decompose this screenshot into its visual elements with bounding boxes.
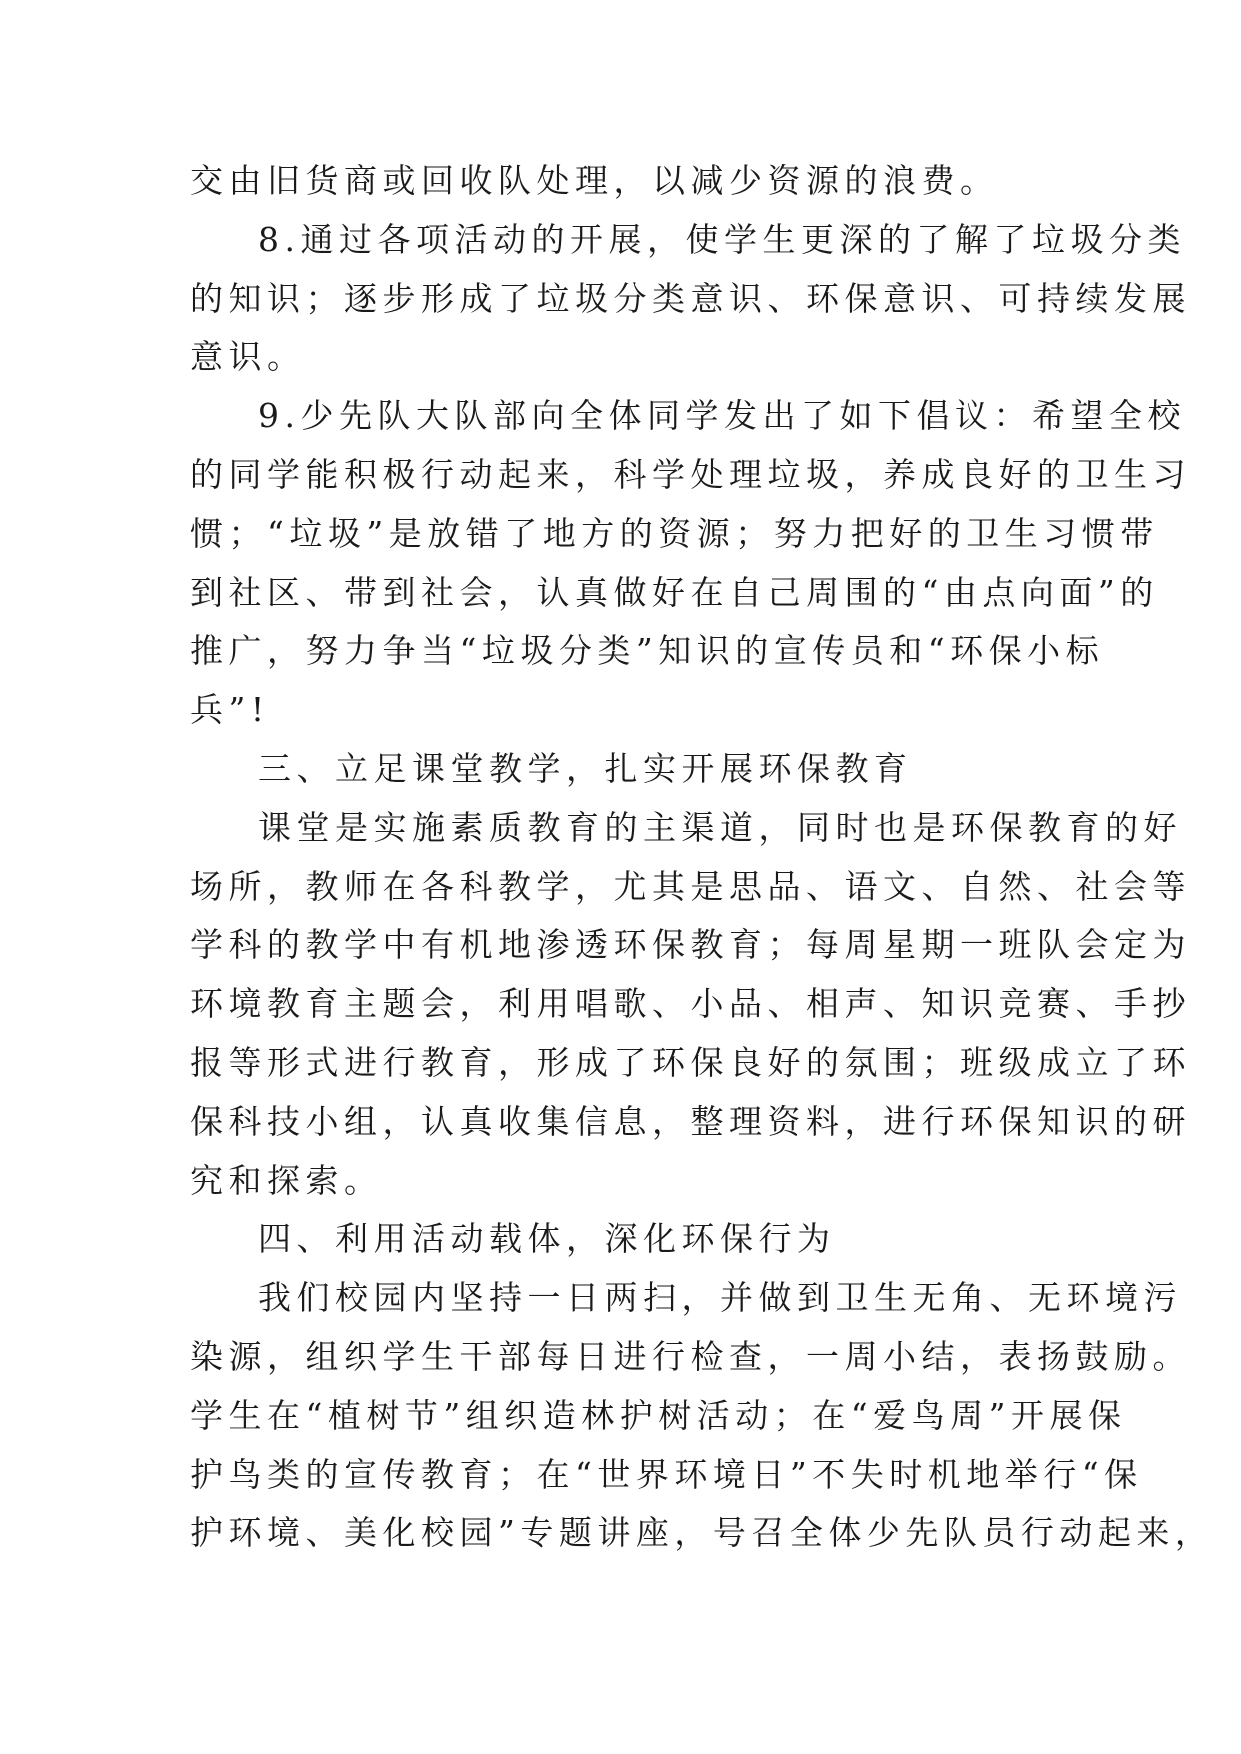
text-line: 推广，努力争当“垃圾分类”知识的宣传员和“环保小标: [190, 631, 1105, 671]
text-line: 意识。: [190, 337, 306, 377]
text-line: 护环境、美化校园”专题讲座，号召全体少先队员行动起来，: [190, 1513, 1214, 1553]
text-line: 课堂是实施素质教育的主渠道，同时也是环保教育的好: [258, 807, 1182, 847]
document-page: [190, 152, 1214, 1563]
text-line: 兵”!: [190, 690, 270, 730]
paragraph: [190, 211, 1191, 387]
text-line: 我们校园内坚持一日两扫，并做到卫生无角、无环境污: [258, 1278, 1182, 1318]
text-line: 的知识；逐步形成了垃圾分类意识、环保意识、可持续发展: [190, 278, 1191, 318]
text-line: 8.通过各项活动的开展，使学生更深的了解了垃圾分类: [258, 219, 1186, 259]
paragraph: [190, 799, 1191, 1211]
text-line: 学生在“植树节”组织造林护树活动；在“爱鸟周”开展保: [190, 1395, 1127, 1435]
text-line: 到社区、带到社会，认真做好在自己周围的“由点向面”的: [190, 572, 1159, 612]
text-line: 学科的教学中有机地渗透环保教育；每周星期一班队会定为: [190, 925, 1191, 965]
text-line: 的同学能积极行动起来，科学处理垃圾，养成良好的卫生习: [190, 454, 1191, 494]
text-line: 究和探索。: [190, 1160, 383, 1200]
text-line: 场所，教师在各科教学，尤其是思品、语文、自然、社会等: [190, 866, 1191, 906]
paragraph: [190, 387, 1191, 740]
paragraph: [190, 1210, 1048, 1269]
text-line: 三、立足课堂教学，扎实开展环保教育: [258, 748, 913, 788]
text-line: 护鸟类的宣传教育；在“世界环境日”不失时机地举行“保: [190, 1454, 1143, 1494]
text-line: 交由旧货商或回收队处理，以减少资源的浪费。: [190, 161, 999, 200]
text-line: 惯；“垃圾”是放错了地方的资源；努力把好的卫生习惯带: [190, 513, 1159, 553]
paragraph: [190, 1269, 1214, 1563]
text-line: 四、利用活动载体，深化环保行为: [258, 1219, 836, 1259]
paragraph: [190, 740, 1048, 799]
text-line: 环境教育主题会，利用唱歌、小品、相声、知识竞赛、手抄: [190, 984, 1191, 1024]
text-line: 染源，组织学生干部每日进行检查，一周小结，表扬鼓励。: [190, 1336, 1191, 1376]
paragraph: [190, 152, 1048, 211]
text-line: 9.少先队大队部向全体同学发出了如下倡议：希望全校: [258, 396, 1186, 436]
text-line: 报等形式进行教育，形成了环保良好的氛围；班级成立了环: [190, 1042, 1191, 1082]
text-line: 保科技小组，认真收集信息，整理资料，进行环保知识的研: [190, 1101, 1191, 1141]
